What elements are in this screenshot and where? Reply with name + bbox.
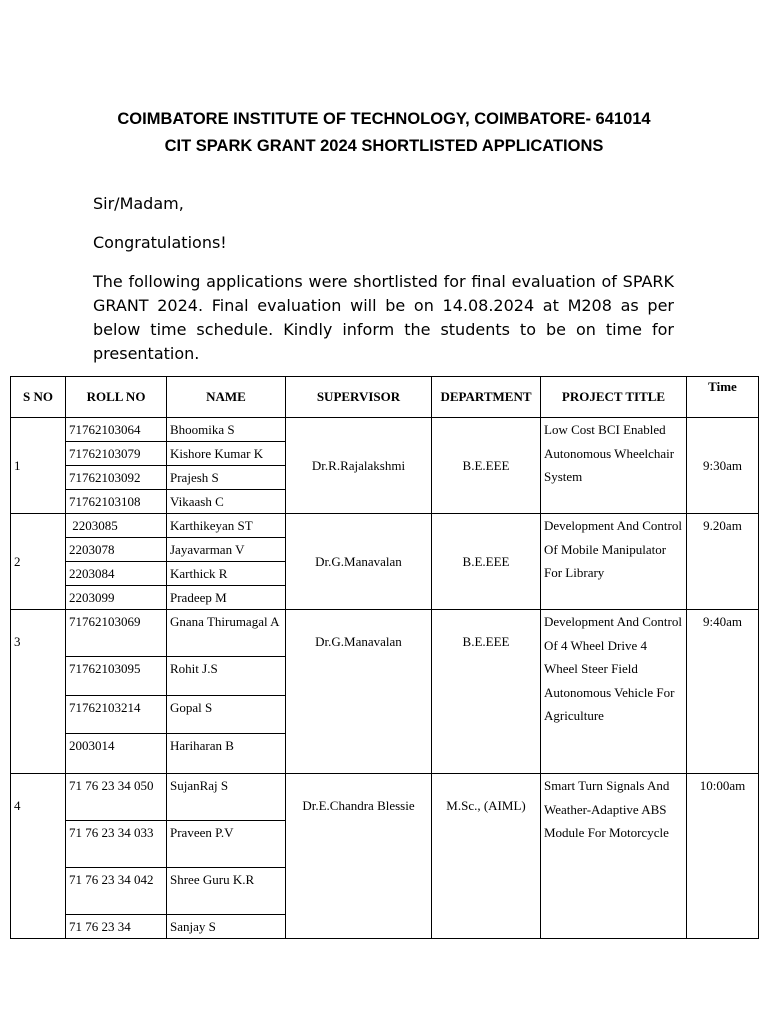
sno-cell: 1 bbox=[11, 418, 66, 514]
name-cell: Kishore Kumar K bbox=[167, 442, 286, 466]
supervisor-cell: Dr.G.Manavalan bbox=[286, 610, 432, 774]
table-row bbox=[11, 774, 759, 821]
name-cell: Rohit J.S bbox=[167, 657, 286, 696]
name-cell: SujanRaj S bbox=[167, 774, 286, 821]
roll-cell: 2203078 bbox=[66, 538, 167, 562]
roll-cell: 71 76 23 34 033 bbox=[66, 821, 167, 868]
roll-cell: 71762103108 bbox=[66, 490, 167, 514]
letter-body: The following applications were shortlisted for final evaluation of SPARK GRANT 2024. Final evaluation will be on 14.08.2024 at M208 as per below time schedule. Kindly inform the students to be on time for presentation. bbox=[93, 272, 674, 363]
project-title-cell: Smart Turn Signals And Weather-Adaptive ABS Module For Motorcycle bbox=[541, 774, 687, 939]
name-cell: Hariharan B bbox=[167, 734, 286, 774]
name-cell: Prajesh S bbox=[167, 466, 286, 490]
col-header-name: NAME bbox=[167, 377, 286, 418]
col-header-supervisor: SUPERVISOR bbox=[286, 377, 432, 418]
time-cell: 10:00am bbox=[687, 774, 759, 939]
supervisor-cell: Dr.R.Rajalakshmi bbox=[286, 418, 432, 514]
roll-cell: 2203085 bbox=[66, 514, 167, 538]
roll-cell: 71762103092 bbox=[66, 466, 167, 490]
col-header-sno: S NO bbox=[11, 377, 66, 418]
sno-cell: 4 bbox=[11, 774, 66, 939]
name-cell: Karthikeyan ST bbox=[167, 514, 286, 538]
name-cell: Praveen P.V bbox=[167, 821, 286, 868]
table-row bbox=[11, 418, 759, 442]
sno-cell: 3 bbox=[11, 610, 66, 774]
project-title-cell: Development And Control Of Mobile Manipulator For Library bbox=[541, 514, 687, 610]
department-cell: B.E.EEE bbox=[432, 610, 541, 774]
salutation: Sir/Madam, bbox=[93, 194, 184, 213]
col-header-time: Time bbox=[687, 377, 759, 418]
roll-cell: 71 76 23 34 bbox=[66, 915, 167, 939]
sno-cell: 2 bbox=[11, 514, 66, 610]
project-title-cell: Low Cost BCI Enabled Autonomous Wheelchair System bbox=[541, 418, 687, 514]
name-cell: Pradeep M bbox=[167, 586, 286, 610]
department-cell: B.E.EEE bbox=[432, 418, 541, 514]
greeting: Congratulations! bbox=[93, 233, 227, 252]
name-cell: Gopal S bbox=[167, 696, 286, 734]
supervisor-cell: Dr.G.Manavalan bbox=[286, 514, 432, 610]
department-cell: M.Sc., (AIML) bbox=[432, 774, 541, 939]
name-cell: Bhoomika S bbox=[167, 418, 286, 442]
name-cell: Sanjay S bbox=[167, 915, 286, 939]
time-cell: 9:40am bbox=[687, 610, 759, 774]
institute-heading: COIMBATORE INSTITUTE OF TECHNOLOGY, COIMBATORE- 641014 bbox=[117, 110, 651, 128]
roll-cell: 71762103095 bbox=[66, 657, 167, 696]
department-cell: B.E.EEE bbox=[432, 514, 541, 610]
col-header-project-title: PROJECT TITLE bbox=[541, 377, 687, 418]
roll-cell: 2203099 bbox=[66, 586, 167, 610]
table-row bbox=[11, 610, 759, 657]
roll-cell: 71 76 23 34 050 bbox=[66, 774, 167, 821]
document-title: CIT SPARK GRANT 2024 SHORTLISTED APPLICATIONS bbox=[164, 137, 604, 155]
roll-cell: 71762103079 bbox=[66, 442, 167, 466]
name-cell: Shree Guru K.R bbox=[167, 868, 286, 915]
supervisor-cell: Dr.E.Chandra Blessie bbox=[286, 774, 432, 939]
roll-cell: 2003014 bbox=[66, 734, 167, 774]
project-title-cell: Development And Control Of 4 Wheel Drive 4 Wheel Steer Field Autonomous Vehicle For Agriculture bbox=[541, 610, 687, 774]
time-cell: 9.20am bbox=[687, 514, 759, 610]
table-row bbox=[11, 514, 759, 538]
col-header-department: DEPARTMENT bbox=[432, 377, 541, 418]
name-cell: Jayavarman V bbox=[167, 538, 286, 562]
roll-cell: 71762103064 bbox=[66, 418, 167, 442]
roll-cell: 71762103214 bbox=[66, 696, 167, 734]
name-cell: Vikaash C bbox=[167, 490, 286, 514]
roll-cell: 2203084 bbox=[66, 562, 167, 586]
shortlist-table bbox=[10, 376, 759, 939]
roll-cell: 71762103069 bbox=[66, 610, 167, 657]
name-cell: Karthick R bbox=[167, 562, 286, 586]
roll-cell: 71 76 23 34 042 bbox=[66, 868, 167, 915]
name-cell: Gnana Thirumagal A bbox=[167, 610, 286, 657]
time-cell: 9:30am bbox=[687, 418, 759, 514]
header-row bbox=[11, 377, 759, 418]
col-header-roll-no: ROLL NO bbox=[66, 377, 167, 418]
